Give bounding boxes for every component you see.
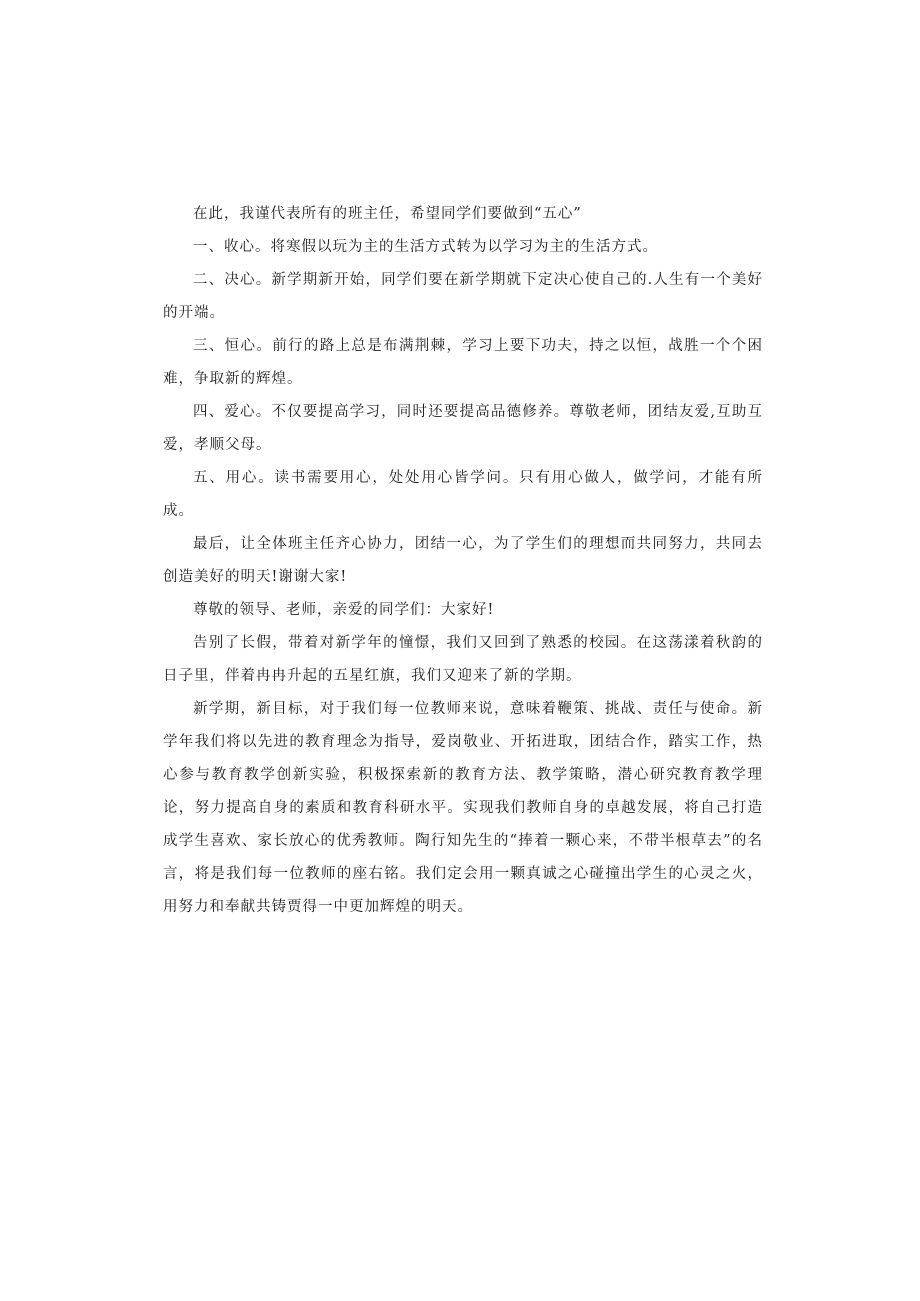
paragraph-juexin: 二、决心。新学期新开始，同学们要在新学期就下定决心使自己的.人生有一个美好的开端。 bbox=[163, 272, 763, 321]
paragraph-new-term: 告别了长假，带着对新学年的憧憬，我们又回到了熟悉的校园。在这荡漾着秋韵的日子里，伴着冉冉升起的五星红旗，我们又迎来了新的学期。 bbox=[163, 635, 763, 684]
paragraph-teacher-pledge: 新学期，新目标，对于我们每一位教师来说，意味着鞭策、挑战、责任与使命。新学年我们将以先进的教育理念为指导，爱岗敬业、开拓进取，团结合作，踏实工作，热心参与教育教学创新实验，积极探索新的教育方法、教学策略，潜心研究教育教学理论，努力提高自身的素质和教育科研水平。实现我们教师自身的卓越发展，将自己打造成学生喜欢、家长放心的优秀教师。陶行知先生的“捧着一颗心来，不带半根草去”的名言，将是我们每一位教师的座右铭。我们定会用一颗真诚之心碰撞出学生的心灵之火，用努力和奉献共铸贾得一中更加辉煌的明天。 bbox=[163, 701, 763, 915]
document-body bbox=[163, 198, 763, 924]
paragraph-greeting: 尊敬的领导、老师，亲爱的同学们：大家好! bbox=[193, 602, 495, 618]
paragraph-aixin: 四、爱心。不仅要提高学习，同时还要提高品德修养。尊敬老师，团结友爱,互助互爱，孝顺父母。 bbox=[163, 404, 763, 453]
paragraph-yongxin: 五、用心。读书需要用心，处处用心皆学问。只有用心做人，做学问，才能有所成。 bbox=[163, 470, 763, 519]
paragraph-intro: 在此，我谨代表所有的班主任，希望同学们要做到“五心” bbox=[193, 206, 582, 222]
paragraph-shouxin: 一、收心。将寒假以玩为主的生活方式转为以学习为主的生活方式。 bbox=[193, 239, 658, 255]
paragraph-hengxin: 三、恒心。前行的路上总是布满荆棘，学习上要下功夫，持之以恒，战胜一个个困难，争取新的辉煌。 bbox=[163, 338, 763, 387]
paragraph-closing: 最后，让全体班主任齐心协力，团结一心，为了学生们的理想而共同努力，共同去创造美好的明天!谢谢大家! bbox=[163, 536, 763, 585]
